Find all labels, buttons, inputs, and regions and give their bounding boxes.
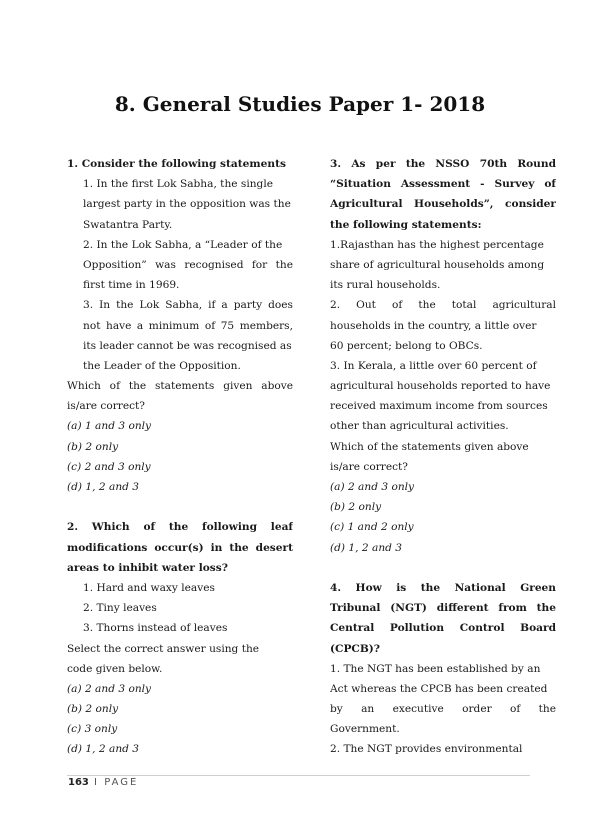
- text-line: (CPCB)?: [330, 642, 381, 655]
- text-line: 3. In Kerala, a little over 60 percent of: [330, 359, 537, 372]
- text-line: Opposition” was recognised for the: [83, 258, 293, 271]
- text-line: 1. Consider the following statements: [67, 158, 286, 170]
- text-line: Select the correct answer using the: [67, 642, 260, 655]
- text-line: (d) 1, 2 and 3: [67, 743, 140, 756]
- text-line: Swatantra Party.: [83, 218, 173, 231]
- text-line: received maximum income from sources: [330, 400, 548, 413]
- text-line: (c) 2 and 3 only: [67, 460, 151, 473]
- text-line: Act whereas the CPCB has been created: [330, 682, 548, 695]
- text-line: share of agricultural households among: [330, 258, 545, 271]
- text-line: (a) 2 and 3 only: [67, 682, 152, 695]
- text-line: not have a minimum of 75 members,: [83, 319, 293, 332]
- text-line: (b) 2 only: [330, 501, 382, 514]
- text-line: (b) 2 only: [67, 440, 119, 453]
- text-line: its leader cannot be was recognised as: [83, 339, 292, 352]
- text-line: 1.Rajasthan has the highest percentage: [330, 238, 544, 251]
- text-line: is/are correct?: [67, 400, 145, 413]
- text-line: 2. The NGT provides environmental: [330, 743, 523, 756]
- text-line: Agricultural Households”, consider: [330, 198, 556, 211]
- text-line: households in the country, a little over: [330, 319, 537, 332]
- text-line: Which of the statements given above: [330, 440, 529, 453]
- text-line: 1. The NGT has been established by an: [330, 662, 541, 675]
- text-line: 60 percent; belong to OBCs.: [330, 339, 483, 352]
- footer-rule: [67, 775, 530, 776]
- text-line: code given below.: [67, 662, 163, 675]
- text-line: 3. In the Lok Sabha, if a party does: [83, 299, 293, 312]
- text-line: Which of the statements given above: [67, 380, 293, 393]
- left-column: [67, 154, 293, 760]
- text-line: Tribunal (NGT) different from the: [330, 602, 556, 615]
- text-line: (d) 1, 2 and 3: [330, 541, 403, 554]
- text-line: 2. Tiny leaves: [83, 602, 157, 615]
- spacer: [67, 497, 293, 517]
- text-line: the Leader of the Opposition.: [83, 359, 241, 372]
- text-line: 3. Thorns instead of leaves: [83, 622, 228, 635]
- text-line: 1. Hard and waxy leaves: [83, 581, 215, 594]
- text-line: “Situation Assessment - Survey of: [330, 178, 556, 191]
- text-line: first time in 1969.: [83, 279, 180, 292]
- text-line: (c) 3 only: [67, 723, 118, 736]
- text-line: 1. In the first Lok Sabha, the single: [83, 178, 273, 191]
- text-line: is/are correct?: [330, 460, 408, 473]
- right-column: [330, 154, 556, 760]
- spacer: [330, 558, 556, 578]
- footer-separator: I: [88, 777, 105, 788]
- text-line: 2. Which of the following leaf: [67, 521, 293, 534]
- page-footer: [68, 777, 138, 788]
- text-line: 4. How is the National Green: [330, 581, 556, 594]
- text-line: (b) 2 only: [67, 703, 119, 716]
- text-line: 2. Out of the total agricultural: [330, 299, 556, 312]
- text-line: (a) 2 and 3 only: [330, 481, 415, 493]
- text-line: the following statements:: [330, 218, 482, 231]
- footer-label: PAGE: [104, 777, 139, 788]
- text-line: Government.: [330, 723, 400, 736]
- page-number: 163: [68, 777, 89, 788]
- text-line: (c) 1 and 2 only: [330, 521, 414, 534]
- text-line: (d) 1, 2 and 3: [67, 481, 140, 493]
- text-line: (a) 1 and 3 only: [67, 420, 152, 433]
- text-line: largest party in the opposition was the: [83, 198, 291, 211]
- text-line: its rural households.: [330, 279, 441, 292]
- text-line: 3. As per the NSSO 70th Round: [330, 158, 556, 170]
- text-line: agricultural households reported to have: [330, 380, 551, 393]
- text-line: modifications occur(s) in the desert: [67, 541, 293, 554]
- text-line: Central Pollution Control Board: [330, 622, 556, 635]
- page-title: 8. General Studies Paper 1- 2018: [114, 92, 486, 116]
- text-line: 2. In the Lok Sabha, a “Leader of the: [83, 238, 283, 251]
- text-line: areas to inhibit water loss?: [67, 561, 228, 574]
- text-line: by an executive order of the: [330, 703, 556, 716]
- text-line: other than agricultural activities.: [330, 420, 509, 433]
